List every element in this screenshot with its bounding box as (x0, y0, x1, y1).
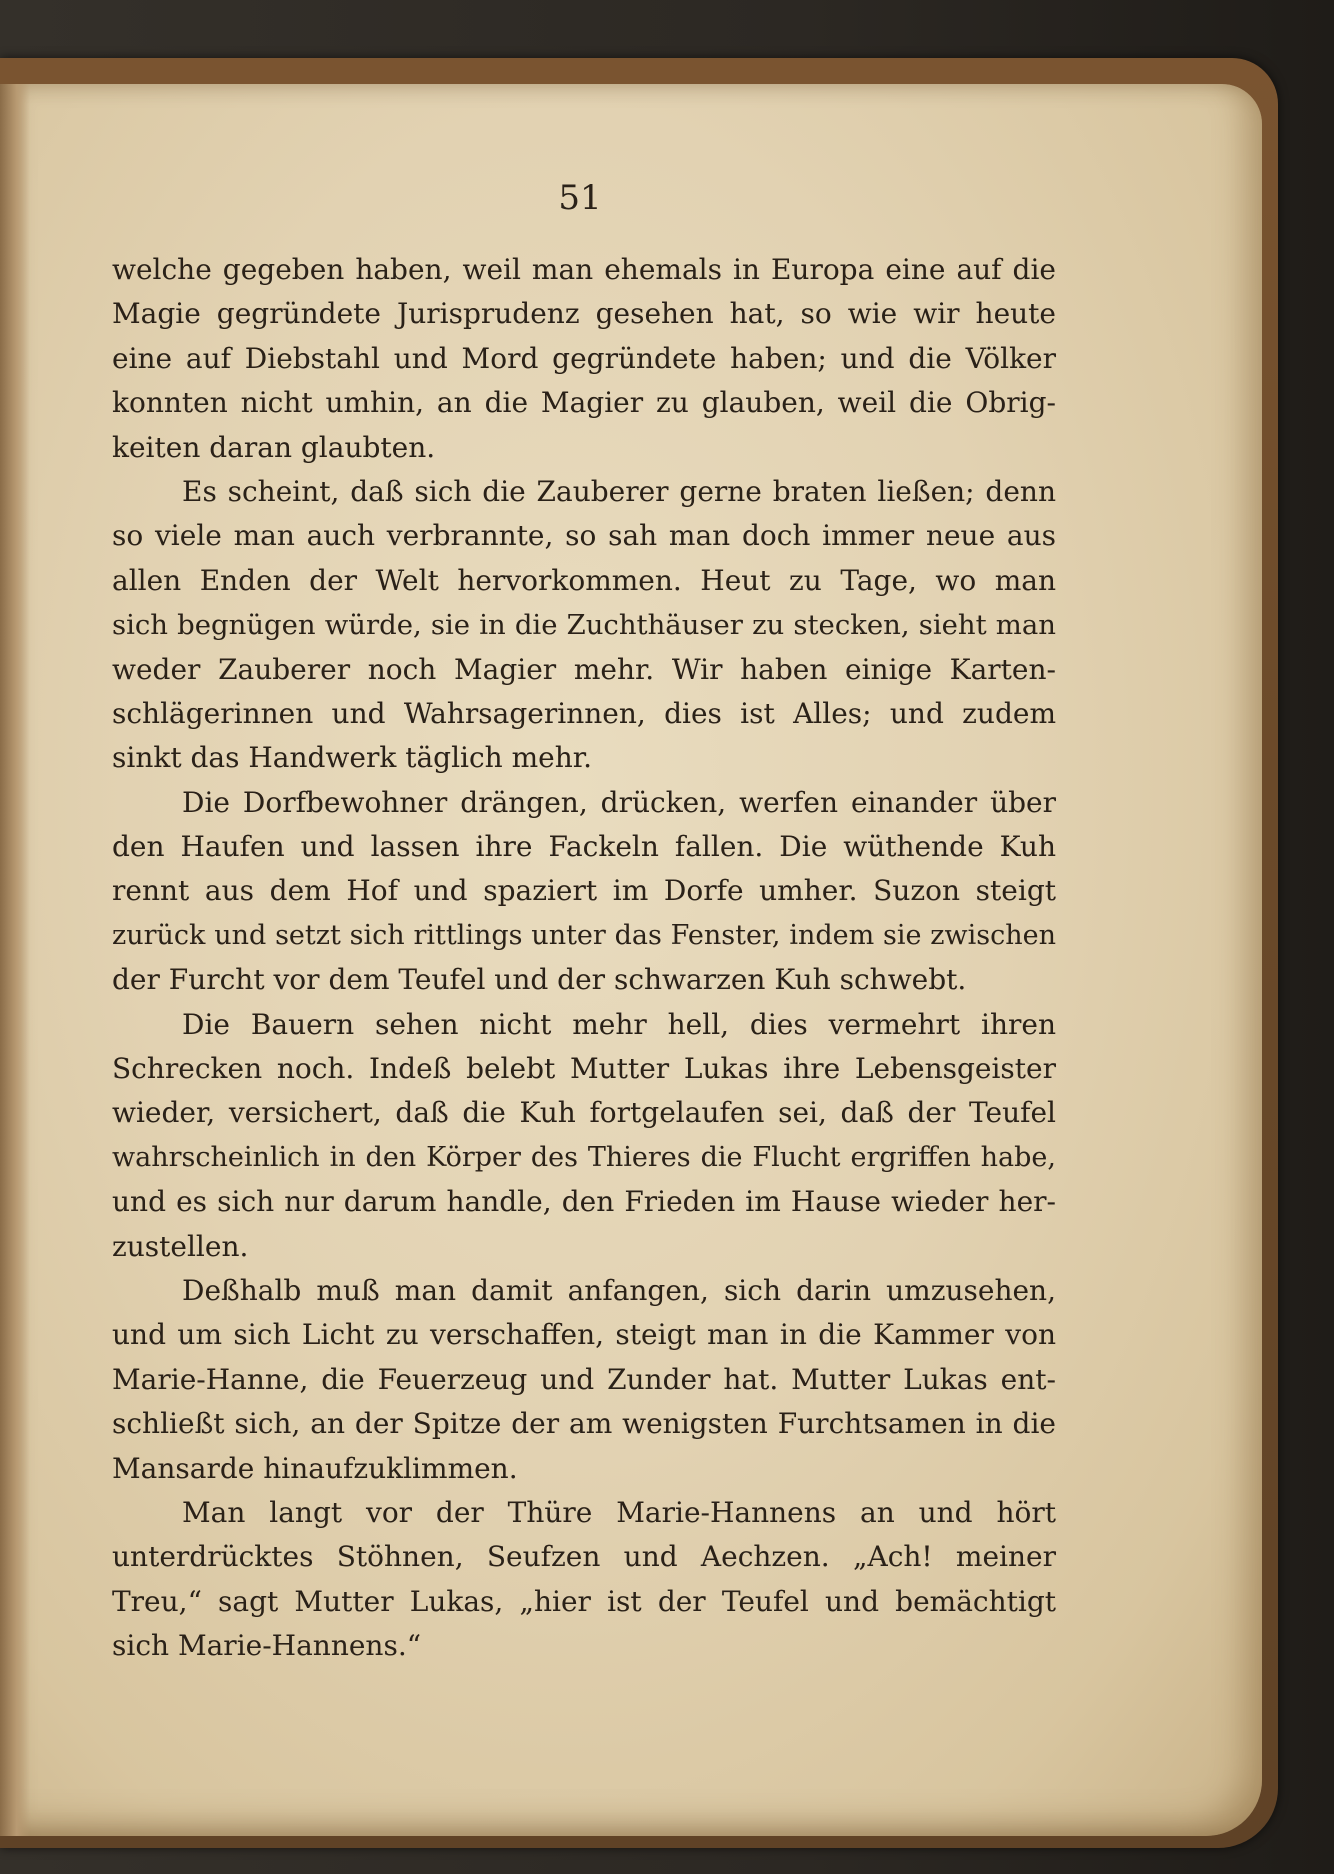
text-line: zustellen. (112, 1229, 249, 1263)
text-line: und um sich Licht zu verschaffen, steigt man in die Kammer von (112, 1318, 1056, 1352)
text-line: der Furcht vor dem Teufel und der schwarzen Kuh schwebt. (112, 963, 967, 997)
text-line: zurück und setzt sich rittlings unter das Fenster, indem sie zwischen (112, 919, 1056, 951)
text-line: so viele man auch verbrannte, so sah man doch immer neue aus (112, 519, 1056, 553)
text-line: sich Marie-Hannens.“ (112, 1629, 422, 1663)
text-line: keiten daran glaubten. (112, 430, 436, 464)
text-line: Die Bauern sehen nicht mehr hell, dies vermehrt ihren (182, 1007, 1056, 1041)
text-line: Es scheint, daß sich die Zauberer gerne braten ließen; denn (182, 474, 1056, 508)
text-line: wieder, versichert, daß die Kuh fortgelaufen sei, daß der Teufel (112, 1096, 1056, 1130)
text-line: Die Dorfbewohner drängen, drücken, werfen einander über (182, 785, 1056, 819)
text-line: eine auf Diebstahl und Mord gegründete haben; und die Völker (112, 341, 1056, 375)
body-text (112, 248, 1056, 1669)
page-number: 51 (558, 178, 602, 218)
text-line: Deßhalb muß man damit anfangen, sich darin umzusehen, (182, 1273, 1056, 1307)
text-line: allen Enden der Welt hervorkommen. Heut zu Tage, wo man (112, 563, 1056, 597)
text-line: rennt aus dem Hof und spaziert im Dorfe umher. Suzon steigt (112, 874, 1056, 908)
text-line: unterdrücktes Stöhnen, Seufzen und Aechzen. „Ach! meiner (112, 1540, 1056, 1574)
text-line: schließt sich, an der Spitze der am wenigsten Furchtsamen in die (112, 1407, 1056, 1441)
text-line: Treu,“ sagt Mutter Lukas, „hier ist der Teufel und bemächtigt (112, 1584, 1056, 1618)
text-line: Marie-Hanne, die Feuerzeug und Zunder hat. Mutter Lukas ent- (112, 1362, 1056, 1396)
text-line: und es sich nur darum handle, den Frieden im Hause wieder her- (112, 1185, 1056, 1219)
text-line: welche gegeben haben, weil man ehemals in Europa eine auf die (112, 253, 1056, 286)
text-line: den Haufen und lassen ihre Fackeln fallen. Die wüthende Kuh (112, 830, 1056, 864)
text-line: weder Zauberer noch Magier mehr. Wir haben einige Karten- (112, 652, 1056, 686)
text-line: sinkt das Handwerk täglich mehr. (112, 741, 592, 775)
text-line: konnten nicht umhin, an die Magier zu glauben, weil die Obrig- (112, 386, 1056, 420)
text-line: sich begnügen würde, sie in die Zuchthäuser zu stecken, sieht man (112, 609, 1056, 642)
text-line: Schrecken noch. Indeß belebt Mutter Lukas ihre Lebensgeister (112, 1052, 1056, 1086)
page-gutter (0, 84, 30, 1836)
text-line: Mansarde hinaufzuklimmen. (112, 1451, 518, 1485)
text-line: Man langt vor der Thüre Marie-Hannens an und hört (182, 1495, 1056, 1529)
text-line: Magie gegründete Jurisprudenz gesehen hat, so wie wir heute (112, 297, 1056, 331)
text-line: schlägerinnen und Wahrsagerinnen, dies ist Alles; und zudem (112, 696, 1056, 730)
text-line: wahrscheinlich in den Körper des Thieres die Flucht ergriffen habe, (112, 1141, 1056, 1173)
